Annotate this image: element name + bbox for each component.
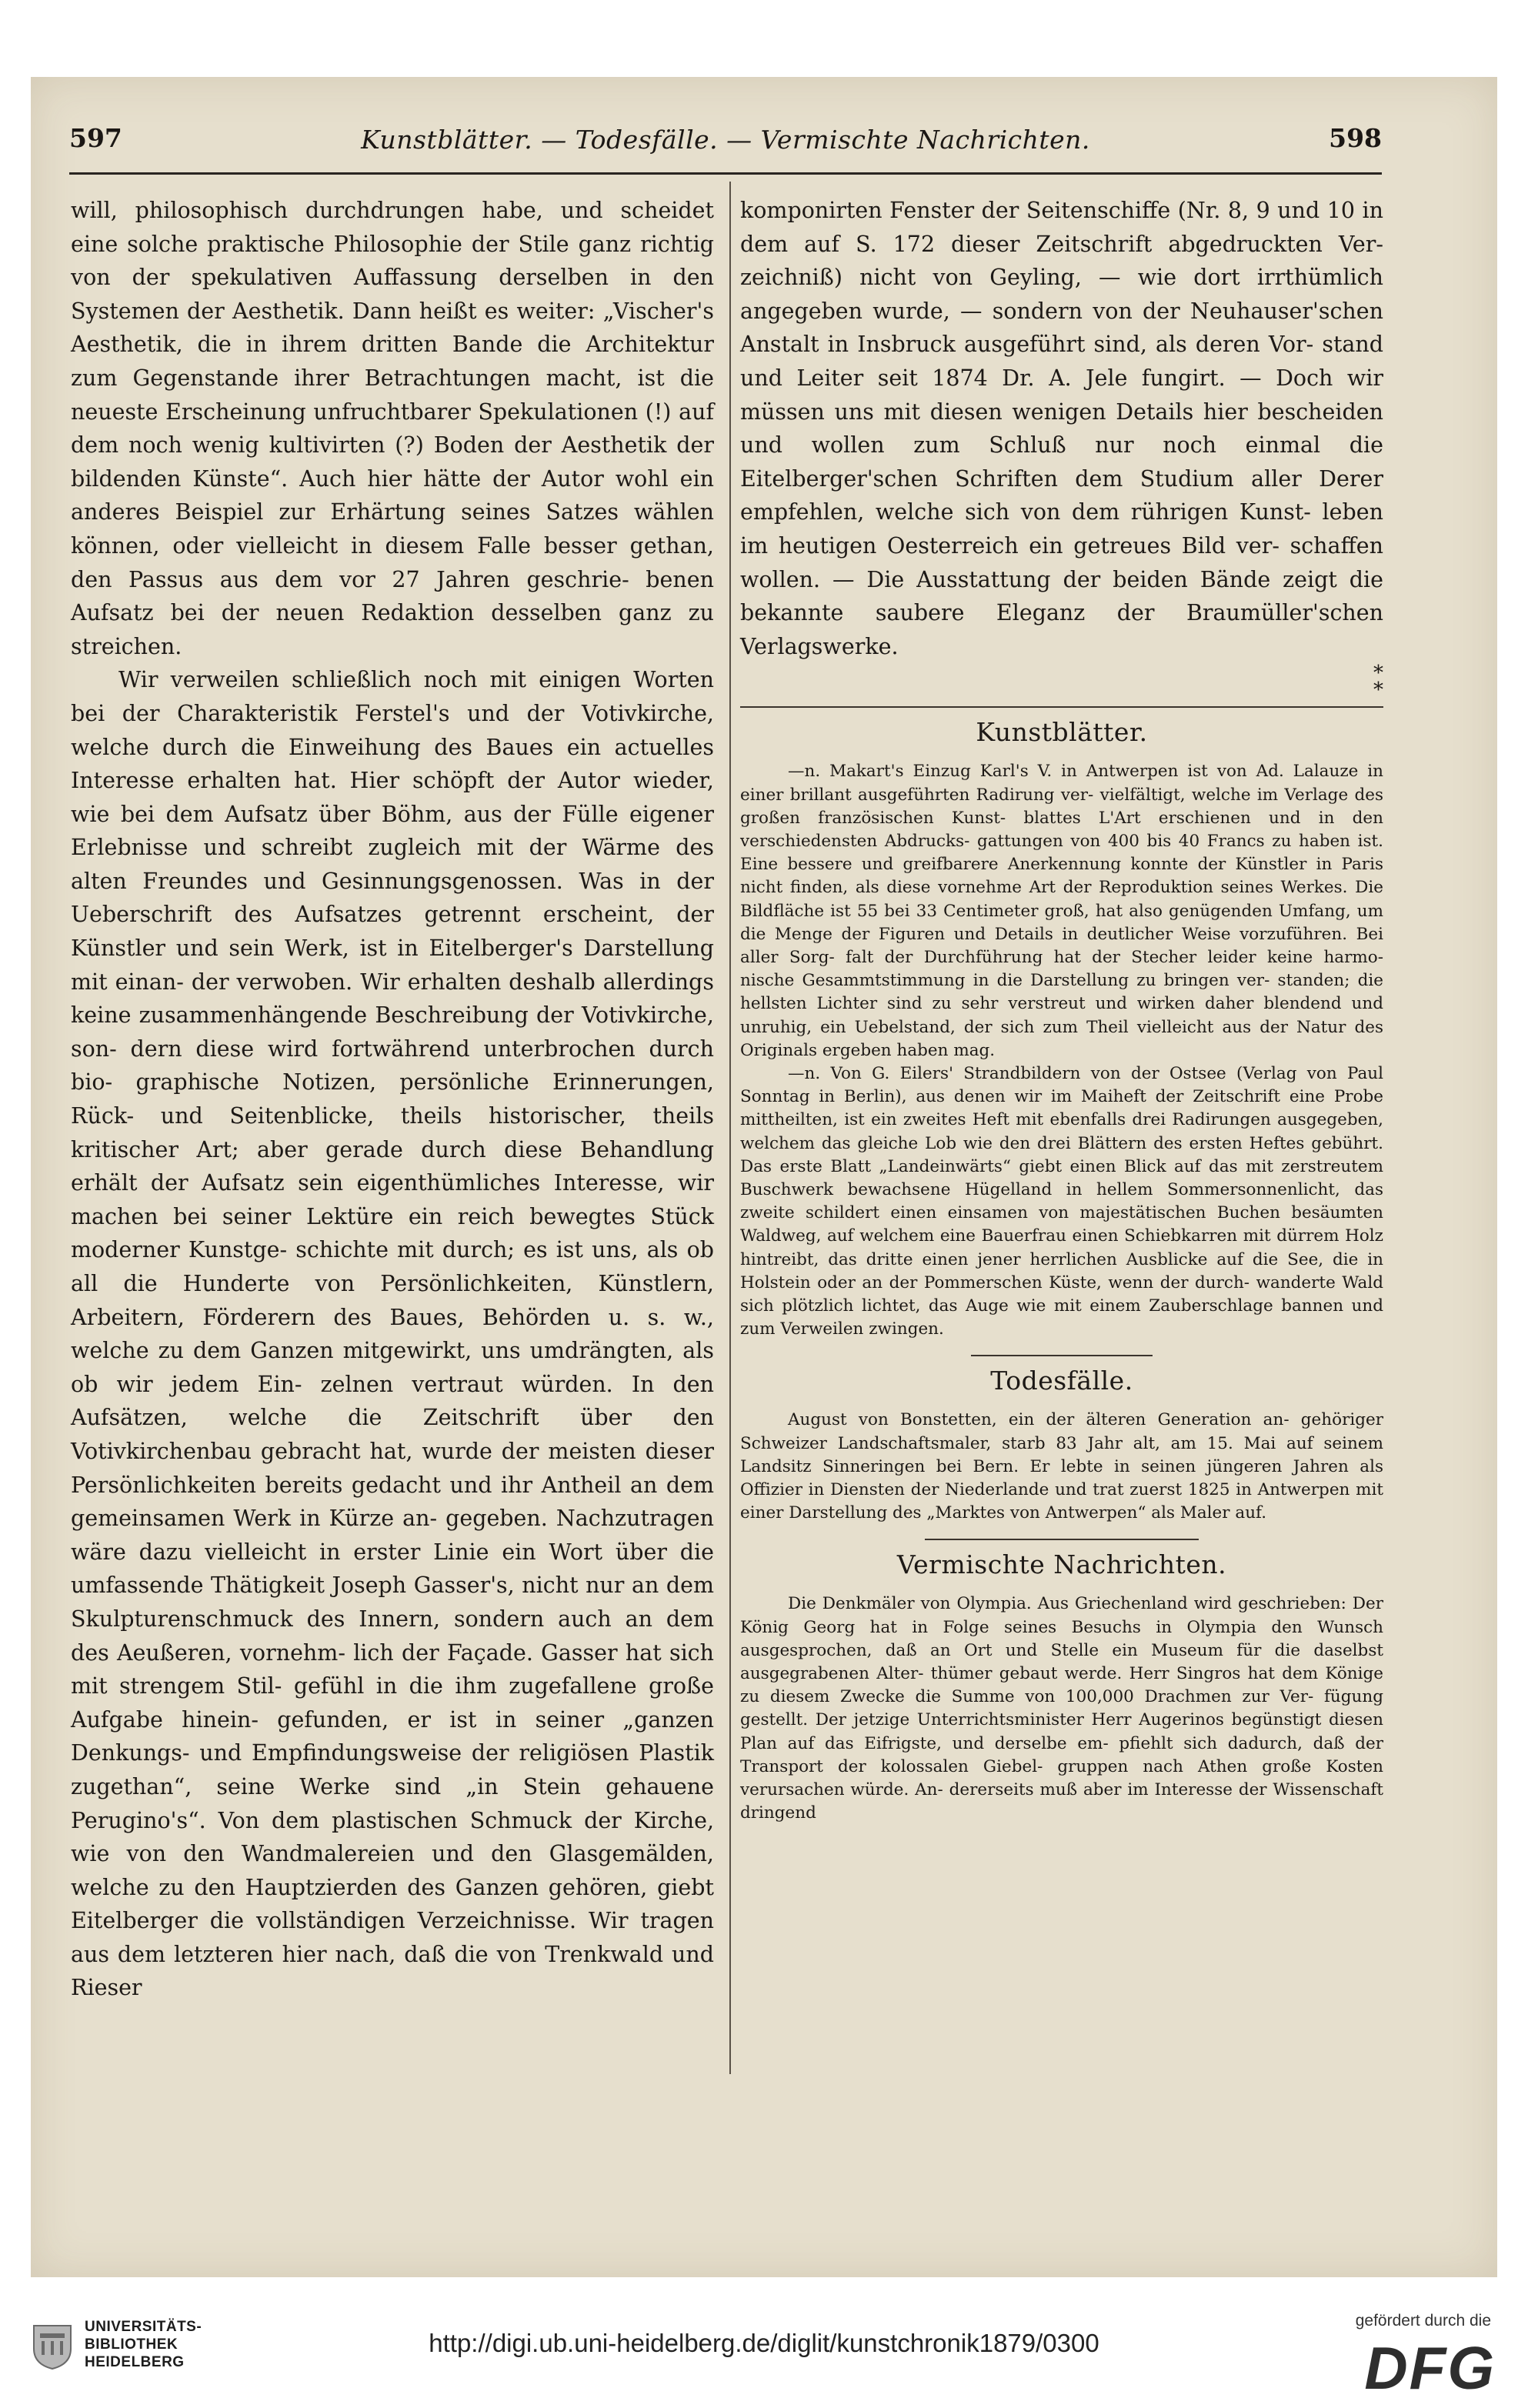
section-rule (925, 1539, 1199, 1540)
library-line: HEIDELBERG (85, 2354, 185, 2370)
section-title: Todesfälle. (990, 1366, 1133, 1396)
section-rule (740, 706, 1383, 708)
right-column (740, 194, 1383, 1825)
library-line: UNIVERSITÄTS- (85, 2319, 202, 2335)
signature-asterisks: * * (1373, 662, 1383, 702)
news-item: —n. Von G. Eilers' Strandbildern von der Ostsee (Verlag von Paul Sonntag in Berlin), aus denen wir im Maiheft der Zeitschrift eine Probe mittheilten, ist ein zweites Heft mit ebenfalls drei Radirungen ausgegeben, welchem das gleiche Lob wie den drei Blättern des ersten Heftes gebührt. Das erste Blatt „Landeinwärts“ giebt einen Blick auf das mit zerstreutem Buschwerk bewachsene Hügelland in hellem Sommersonnenlicht, das zweite schildert einen einsamen von majestätischen Buchen besäumten Waldweg, auf welchem eine Bauerfrau einen Schiebkarren mit dürrem Holz hintreibt, das dritte einen jener herrlichen Ausblicke auf die See, die in Holstein oder an der Pommerschen Küste, wenn der durch- wanderte Wald sich plötzlich lichtet, das Auge wie mit einem Zauberschlage bannen und zum Verweilen zwingen. (740, 1063, 1383, 1339)
running-title: Kunstblätter. — Todesfälle. — Vermischte Nachrichten. (361, 125, 1090, 155)
page-header (69, 123, 1382, 162)
paragraph: will, philosophisch durchdrungen habe, und scheidet eine solche praktische Philosophie der Stile ganz richtig von der spekulativen Auffassung derselben in den Systemen der Aesthetik. Dann heißt es weiter: „Vischer's Aesthetik, die in ihrem dritten Bande die Architektur zum Gegenstande ihrer Betrachtungen macht, ist die neueste Erscheinung unfruchtbarer Spekulationen (!) auf dem noch wenig kultivirten (?) Boden der Aesthetik der bildenden Künste“. Auch hier hätte der Autor wohl ein anderes Beispiel zur Erhärtung seines Satzes wählen können, oder vielleicht in diesem Falle besser gethan, den Passus aus dem vor 27 Jahren geschrie- benen Aufsatz bei der neuen Redaktion desselben ganz zu streichen. (71, 198, 714, 659)
source-url-link[interactable]: http://digi.ub.uni-heidelberg.de/diglit/kunstchronik1879/0300 (429, 2329, 1099, 2357)
dfg-logo: DFG (1364, 2334, 1496, 2402)
section-rule (971, 1355, 1153, 1356)
section-title: Kunstblätter. (976, 717, 1148, 748)
news-item: —n. Makart's Einzug Karl's V. in Antwerpen ist von Ad. Lalauze in einer brillant ausgeführten Radirung ver- vielfältigt, welche im Verlage des großen französischen Kunst- blattes L'Art erschienen und in den verschiedensten Abdrucks- gattungen von 400 bis 40 Francs zu haben ist. Eine bessere und greifbarere Anerkennung konnte der Künstler in Paris nicht finden, als diese vornehme Art der Reproduktion seines Werkes. Die Bildfläche ist 55 bei 33 Centimeter groß, hat also genügenden Umfang, um die Menge der Figuren und Details in deutlicher Weise vorzuführen. Bei aller Sorg- falt der Durchführung hat der Stecher leider keine harmo- nische Gesammtstimmung in die Darstellung zu bringen ver- standen; die hellsten Lichter sind zu sehr verstreut und wirken daher blendend und unruhig, ein Uebelstand, der sich zum Theil vielleicht aus der Natur des Originals ergeben haben mag. (740, 762, 1383, 1060)
paragraph: Wir verweilen schließlich noch mit einigen Worten bei der Charakteristik Ferstel's und der Votivkirche, welche durch die Einweihung des Baues ein actuelles Interesse erhalten hat. Hier schöpft der Autor wieder, wie bei dem Aufsatz über Böhm, aus der Fülle eigener Erlebnisse und schreibt zugleich mit der Wärme des alten Freundes und Gesinnungsgenossen. Was in der Ueberschrift des Aufsatzes getrennt erscheint, der Künstler und sein Werk, ist in Eitelberger's Darstellung mit einan- der verwoben. Wir erhalten deshalb allerdings keine zusammenhängende Beschreibung der Votivkirche, son- dern diese wird fortwährend unterbrochen durch bio- graphische Notizen, persönliche Erinnerungen, Rück- und Seitenblicke, theils historischer, theils kritischer Art; aber gerade durch diese Behandlung erhält der Aufsatz sein eigenthümliches Interesse, wir machen bei seiner Lektüre ein reich bewegtes Stück moderner Kunstge- schichte mit durch; es ist uns, als ob all die Hunderte von Persönlichkeiten, Künstlern, Arbeitern, Förderern des Baues, Behörden u. s. w., welche zu dem Ganzen mitgewirkt, uns umdrängten, als ob wir jedem Ein- zelnen vertraut würden. In den Aufsätzen, welche die Zeitschrift über den Votivkirchenbau gebracht hat, wurde der meisten dieser Persönlichkeiten bereits gedacht und ihr Antheil an dem gemeinsamen Werk in Kürze an- gegeben. Nachzutragen wäre dazu vielleicht in erster Linie ein Wort über die umfassende Thätigkeit Joseph Gasser's, nicht nur an dem Skulpturenschmuck des Innern, sondern auch an dem des Aeußeren, vornehm- lich der Façade. Gasser hat sich mit strengem Stil- gefühl in die ihm zugefallene große Aufgabe hinein- gefunden, er ist in seiner „ganzen Denkungs- und Empfindungsweise der religiösen Plastik zugethan“, seine Werke sind „in Stein gehauene Perugino's“. Von dem plastischen Schmuck der Kirche, wie von den Wandmalereien und den Glasgemälden, welche zu den Hauptzierden des Ganzen gehören, giebt Eitelberger die vollständigen Verzeichnisse. Wir tragen aus dem letzteren hier nach, daß die von Trenkwald und Rieser (71, 667, 714, 2001)
header-rule (69, 172, 1382, 175)
footer-bar (0, 2289, 1528, 2408)
news-item: August von Bonstetten, ein der älteren Generation an- gehöriger Schweizer Landschaftsmaler, starb 83 Jahr alt, am 15. Mai auf seinem Landsitz Sinneringen bei Bern. Er lebte in seinen jüngeren Jahren als Offizier in Diensten der Niederlande und trat zuerst 1825 in Antwerpen mit einer Darstellung des „Marktes von Antwerpen“ als Maler auf. (740, 1410, 1383, 1523)
left-column (71, 194, 714, 2005)
page-number-right: 598 (1329, 123, 1382, 153)
paragraph: komponirten Fenster der Seitenschiffe (Nr. 8, 9 und 10 in dem auf S. 172 dieser Zeitschrift abgedruckten Ver- zeichniß) nicht von Geyling, — wie dort irrthümlich angegeben wurde, — sondern von der Neuhauser'schen Anstalt in Insbruck ausgeführt sind, als deren Vor- stand und Leiter seit 1874 Dr. A. Jele fungirt. — Doch wir müssen uns mit diesen wenigen Details hier bescheiden und wollen zum Schluß nur noch einmal die Eitelberger'schen Schriften dem Studium aller Derer empfehlen, welche sich von dem rührigen Kunst- leben im heutigen Oesterreich ein getreues Bild ver- schaffen wollen. — Die Ausstattung der beiden Bände zeigt die bekannte saubere Eleganz der Braumüller'schen Verlagswerke. (740, 198, 1383, 659)
section-title: Vermischte Nachrichten. (896, 1549, 1227, 1580)
library-line: BIBLIOTHEK (85, 2336, 178, 2353)
section-heading-todesfaelle (740, 1355, 1383, 1398)
funding-note: gefördert durch die (1355, 2312, 1491, 2330)
column-divider (729, 182, 731, 2074)
news-item: Die Denkmäler von Olympia. Aus Griechenland wird geschrieben: Der König Georg hat in Folge seines Besuchs in Olympia den Wunsch ausgesprochen, daß an Ort und Stelle ein Museum für die daselbst ausgegrabenen Alter- thümer gebaut werde. Herr Singros hat dem Könige zu diesem Zwecke die Summe von 100,000 Drachmen zur Ver- fügung gestellt. Der jetzige Unterrichtsminister Herr Augerinos begünstigt diesen Plan auf das Eifrigste, und derselbe em- pfiehlt sich dadurch, daß der Transport der kolossalen Giebel- gruppen nach Athen große Kosten verursachen würde. An- dererseits muß aber im Interesse der Wissenschaft dringend (740, 1594, 1383, 1823)
section-heading-vermischte-nachrichten (740, 1539, 1383, 1582)
section-heading-kunstblaetter (740, 706, 1383, 749)
page-number-left: 597 (69, 123, 122, 153)
